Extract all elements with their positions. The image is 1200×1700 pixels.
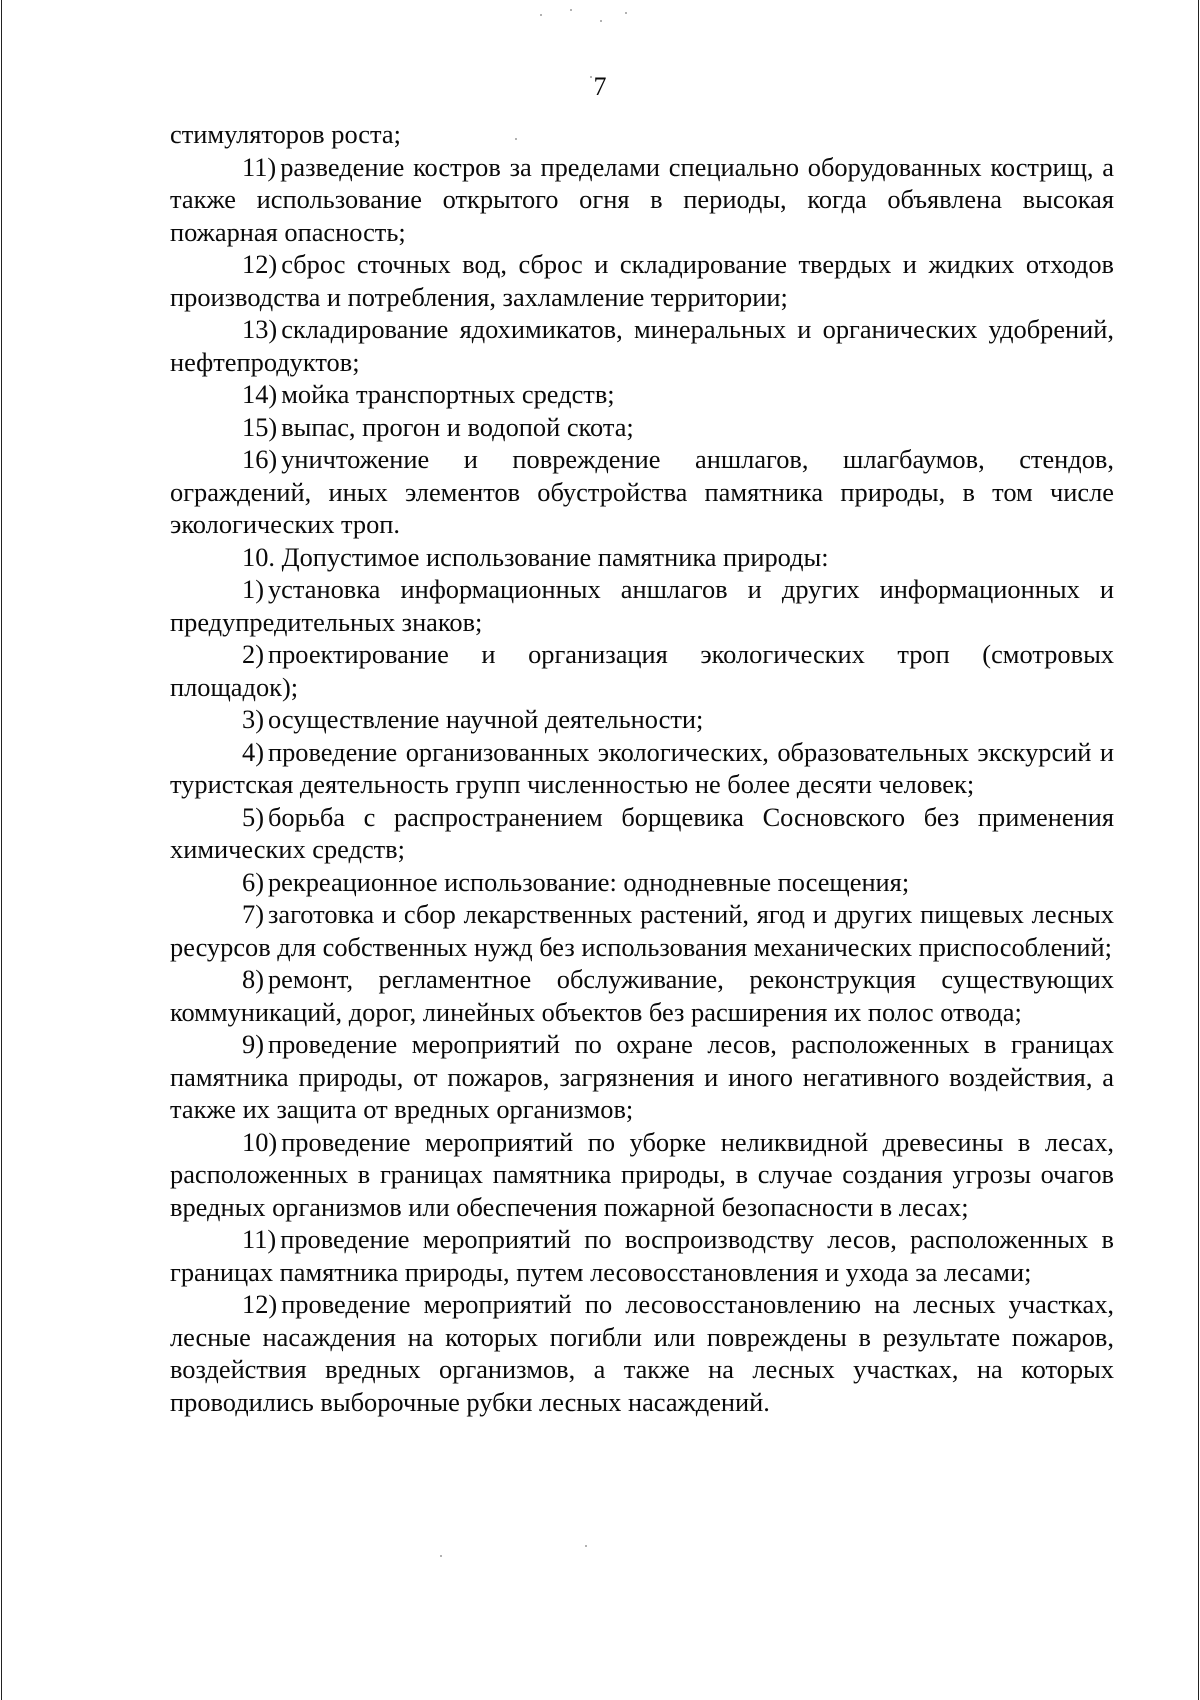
list-item: [170, 1028, 1114, 1126]
paragraph-text: проектирование и организация экологических троп (смотровых площадок);: [170, 639, 1114, 702]
list-item-number: 1): [242, 574, 264, 604]
paragraph-text: мойка транспортных средств;: [281, 379, 615, 409]
list-item-number: 2): [242, 639, 264, 669]
list-item: [170, 313, 1114, 378]
list-item-number: 11): [242, 151, 277, 182]
scan-edge-left: [1, 0, 2, 1700]
paragraph-text: осуществление научной деятельности;: [267, 704, 704, 734]
paragraph-text: проведение мероприятий по уборке неликвидной древесины в лесах, расположенных в границах памятника природы, в случае создания угрозы очагов вредных организмов или обеспечения пожарной безопасности в лесах;: [170, 1126, 1114, 1222]
paragraph-text: стимуляторов роста;: [170, 119, 401, 149]
list-item: [170, 736, 1114, 801]
list-item: [170, 411, 1114, 444]
list-item: [170, 248, 1114, 313]
list-item: [170, 866, 1114, 899]
paragraph-text: проведение мероприятий по охране лесов, расположенных в границах памятника природы, от пожаров, загрязнения и иного негативного воздействия, а также их защита от вредных организмов;: [170, 1029, 1114, 1124]
list-item-number: 11): [242, 1224, 277, 1254]
paragraph-text: проведение мероприятий по лесовосстановлению на лесных участках, лесные насаждения на которых погибли или повреждены в результате пожаров, воздействия вредных организмов, а также на лесных участках, на которых проводились выборочные рубки лесных насаждений.: [170, 1289, 1114, 1417]
list-item: [170, 898, 1114, 963]
list-item: [170, 963, 1114, 1028]
paragraph-text: сброс сточных вод, сброс и складирование твердых и жидких отходов производства и потребления, захламление территории;: [170, 249, 1114, 312]
paragraph-text: разведение костров за пределами специально оборудованных кострищ, а также использование открытого огня в периоды, когда объявлена высокая пожарная опасность;: [170, 151, 1114, 247]
list-item: [170, 1288, 1114, 1418]
list-item-number: 5): [242, 801, 264, 832]
list-item-number: 7): [242, 899, 264, 929]
paragraph-text: проведение организованных экологических, образовательных экскурсий и туристская деятельность групп численностью не более десяти человек;: [170, 736, 1114, 799]
paragraph-text: борьба с распространением борщевика Сосновского без применения химических средств;: [170, 801, 1114, 864]
list-item: [170, 378, 1114, 411]
paragraph-text: выпас, прогон и водопой скота;: [281, 411, 634, 442]
paragraph-text: уничтожение и повреждение аншлагов, шлагбаумов, стендов, ограждений, иных элементов обустройства памятника природы, в том числе экологических троп.: [170, 444, 1114, 539]
list-item-number: 15): [242, 411, 278, 442]
scan-speck: [570, 9, 572, 11]
scan-speck: [600, 20, 602, 22]
text-paragraph: [170, 541, 1114, 574]
scan-speck: [585, 1545, 587, 1547]
list-item-number: 6): [242, 866, 264, 897]
page-number: 7: [593, 72, 607, 101]
list-item-number: 13): [242, 314, 278, 344]
list-item-number: 12): [242, 249, 278, 279]
scan-speck: [540, 14, 542, 16]
scan-edge-right: [1198, 0, 1199, 1700]
list-item: [170, 443, 1114, 541]
list-item: [170, 1126, 1114, 1224]
scan-speck: [625, 12, 627, 14]
list-item: [170, 801, 1114, 866]
list-item: [170, 638, 1114, 703]
list-item-number: 4): [242, 736, 264, 767]
list-item: [170, 703, 1114, 736]
document-body: [170, 118, 1114, 1418]
list-item-number: 16): [242, 444, 278, 474]
paragraph-text: установка информационных аншлагов и других информационных и предупредительных знаков;: [170, 574, 1114, 637]
list-item-number: 9): [242, 1029, 264, 1059]
scan-speck: [440, 1555, 442, 1557]
paragraph-text: складирование ядохимикатов, минеральных и органических удобрений, нефтепродуктов;: [170, 314, 1114, 377]
list-item: [170, 151, 1114, 249]
list-item-number: 8): [242, 964, 264, 994]
paragraph-text: рекреационное использование: однодневные посещения;: [267, 866, 910, 897]
list-item-number: 3): [242, 704, 264, 734]
text-paragraph: [170, 118, 1114, 151]
list-item-number: 14): [242, 379, 278, 409]
paragraph-text: 10. Допустимое использование памятника природы:: [242, 541, 829, 572]
paragraph-text: заготовка и сбор лекарственных растений, ягод и других пищевых лесных ресурсов для собственных нужд без использования механических приспособлений;: [170, 899, 1114, 962]
list-item: [170, 573, 1114, 638]
paragraph-text: проведение мероприятий по воспроизводству лесов, расположенных в границах памятника природы, путем лесовосстановления и ухода за лесами;: [170, 1224, 1114, 1287]
list-item-number: 10): [242, 1126, 278, 1157]
list-item-number: 12): [242, 1289, 278, 1319]
paragraph-text: ремонт, регламентное обслуживание, реконструкция существующих коммуникаций, дорог, линейных объектов без расширения их полос отвода;: [170, 964, 1114, 1027]
list-item: [170, 1223, 1114, 1288]
